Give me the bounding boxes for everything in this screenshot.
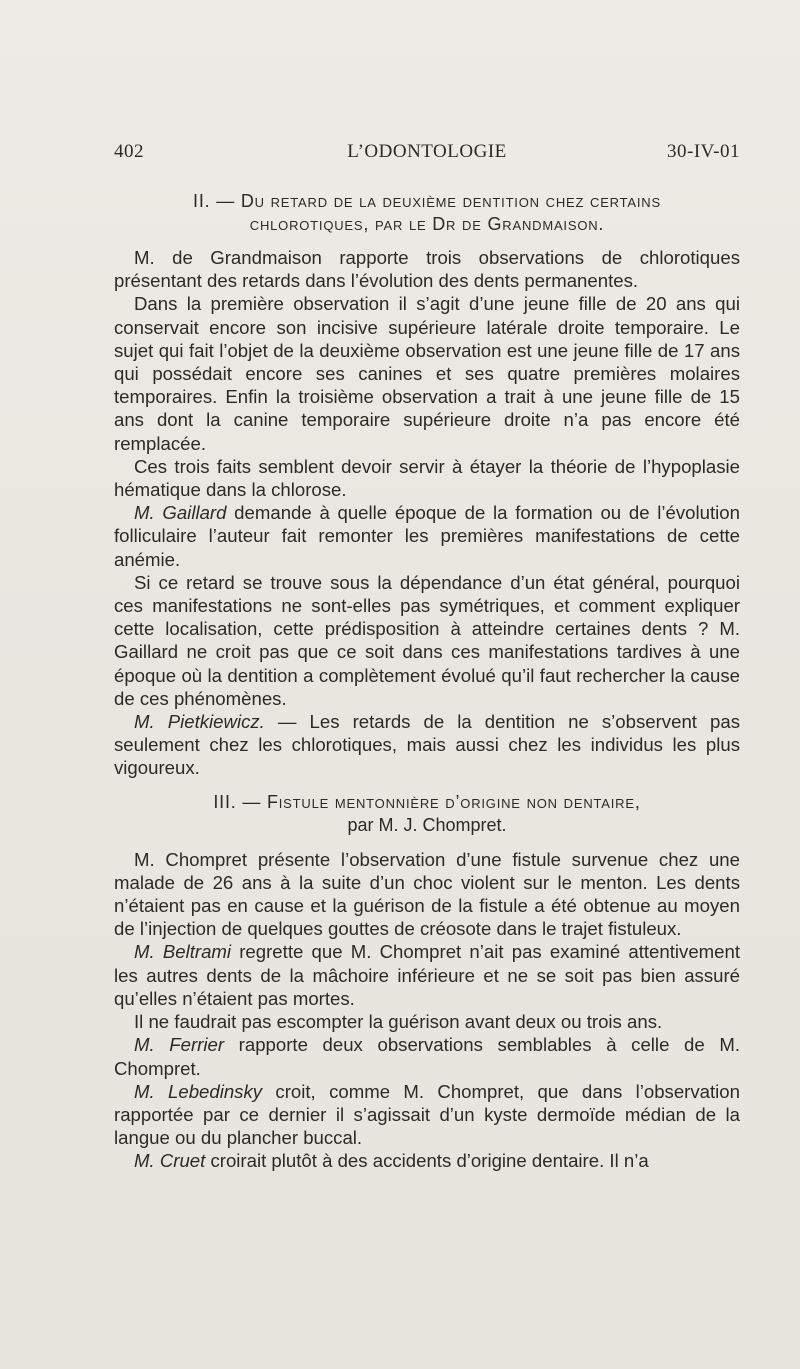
- paragraph: [114, 1010, 740, 1033]
- section-heading-3-line2: par M. J. Chompret.: [347, 814, 507, 835]
- paragraph: [114, 455, 740, 501]
- paragraph: [114, 1033, 740, 1079]
- paragraph: [114, 1080, 740, 1150]
- article-body: [114, 190, 740, 1173]
- section-3-body: [114, 848, 740, 1173]
- paragraph-text: — Les retards de la dentition ne s’observent pas seulement chez les chlorotiques, mais aussi chez les individus les plus vigoureux.: [114, 711, 740, 779]
- paragraph-text: croit, comme M. Chompret, que dans l’observation rapportée par ce dernier il s’agissait d’un kyste dermoïde médian de la langue ou du plancher buccal.: [114, 1080, 740, 1149]
- paragraph: [114, 501, 740, 571]
- paragraph-text: regrette que M. Chompret n’ait pas examiné attentivement les autres dents de la mâchoire inférieure et ne se soit pas bien assuré qu’elles n’étaient pas mortes.: [114, 941, 741, 1009]
- speaker-name: M. Cruet: [134, 1150, 206, 1172]
- section-heading-2-line2: chlorotiques, par le Dr de Grandmaison.: [249, 214, 605, 234]
- paragraph: [114, 940, 740, 1010]
- paragraph-text: M. Chompret présente l’observation d’une fistule survenue chez une malade de 26 ans à la suite d’un choc violent sur le menton. Les dents n’étaient pas en cause et la guérison de la fistule a été obtenue au moyen de l’injection de quelques gouttes de créosote dans le trajet fistuleux.: [114, 848, 740, 940]
- paragraph-text: M. de Grandmaison rapporte trois observations de chlorotiques présentant des retards dans l’évolution des dents permanentes.: [114, 247, 740, 292]
- speaker-name: M. Pietkiewicz.: [134, 711, 265, 733]
- paragraph-text: rapporte deux observations semblables à celle de M. Chompret.: [114, 1034, 740, 1079]
- running-header: [114, 141, 740, 169]
- paragraph-text: Ces trois faits semblent devoir servir à étayer la théorie de l’hypoplasie hématique dans la chlorose.: [114, 455, 740, 501]
- section-heading-3-line1: III. — Fistule mentonnière d’origine non dentaire,: [213, 791, 641, 812]
- issue-date: 30-IV-01: [667, 141, 740, 162]
- speaker-name: M. Lebedinsky: [134, 1080, 263, 1102]
- paragraph-text: Si ce retard se trouve sous la dépendance d’un état général, pourquoi ces manifestations ne sont-elles pas symétriques, et comment expliquer cette localisation, cette prédisposition à atteindre certaines dents ? M. Gaillard ne croit pas que ce soit dans ces manifestations tardives à une époque où la dentition a complètement évolué qu’il faut rechercher la cause de ces phénomènes.: [114, 571, 740, 709]
- paragraph: [114, 848, 740, 941]
- paragraph-text: demande à quelle époque de la formation ou de l’évolution folliculaire l’auteur fait remonter les premières manifestations de cette anémie.: [114, 502, 740, 570]
- journal-title: L’ODONTOLOGIE: [347, 141, 507, 162]
- speaker-name: M. Gaillard: [134, 502, 227, 524]
- section-2-body: [114, 246, 740, 780]
- paragraph: [114, 571, 740, 710]
- section-heading-2-line1: II. — Du retard de la deuxième dentition chez certains: [193, 191, 661, 211]
- paragraph-text: Il ne faudrait pas escompter la guérison avant deux ou trois ans.: [134, 1011, 663, 1033]
- paragraph-text: Dans la première observation il s’agit d’une jeune fille de 20 ans qui conservait encore son incisive supérieure latérale droite temporaire. Le sujet qui fait l’objet de la deuxième observation est une jeune fille de 17 ans qui possédait encore ses canines et ses quatre premières molaires temporaires. Enfin la troisième observation a trait à une jeune fille de 15 ans dont la canine temporaire supérieure droite n’a pas encore été remplacée.: [114, 293, 740, 454]
- section-heading-2: [114, 190, 740, 236]
- paragraph: [114, 246, 740, 292]
- paragraph: [114, 1149, 740, 1172]
- paragraph: [114, 292, 740, 454]
- speaker-name: M. Ferrier: [134, 1034, 225, 1056]
- section-heading-3: [114, 791, 740, 837]
- speaker-name: M. Beltrami: [134, 941, 232, 963]
- page-number: 402: [114, 141, 144, 162]
- paragraph: [114, 710, 740, 780]
- paragraph-text: croirait plutôt à des accidents d’origine dentaire. Il n’a: [205, 1150, 649, 1172]
